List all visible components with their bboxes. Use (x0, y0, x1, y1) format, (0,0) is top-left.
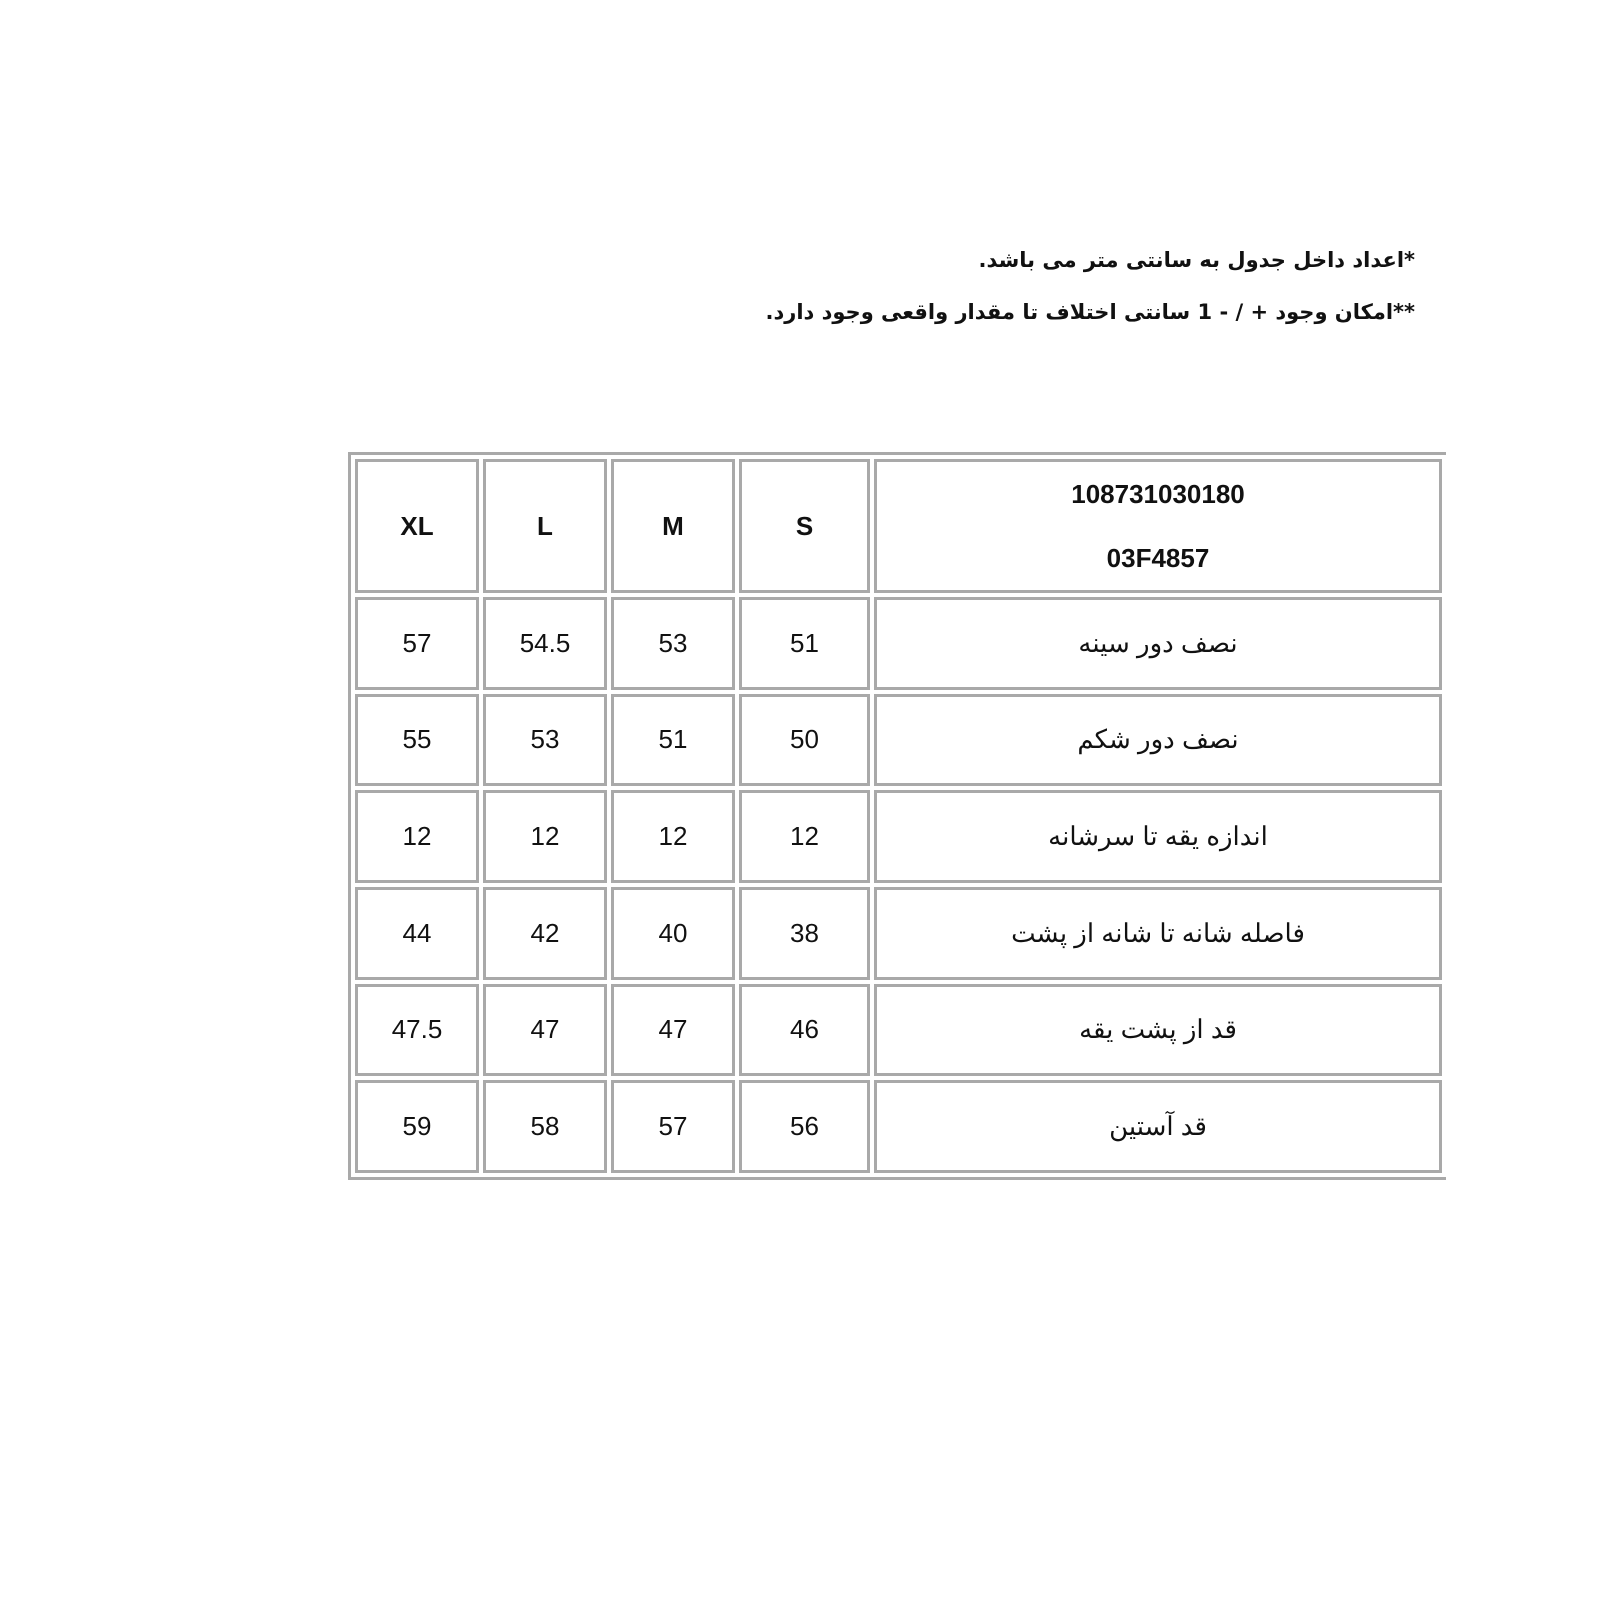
row-label: اندازه یقه تا سرشانه (874, 790, 1442, 883)
value-cell: 38 (739, 887, 870, 980)
table-row (355, 984, 1442, 1077)
value-cell: 58 (483, 1080, 607, 1173)
value-cell: 57 (355, 597, 479, 690)
value-cell: 12 (739, 790, 870, 883)
header-row (355, 459, 1442, 593)
unit-note: *اعداد داخل جدول به سانتی متر می باشد. (978, 248, 1415, 272)
row-label: نصف دور شکم (874, 694, 1442, 787)
value-cell: 47 (483, 984, 607, 1077)
size-chart-table (348, 452, 1446, 1180)
value-cell: 59 (355, 1080, 479, 1173)
value-cell: 42 (483, 887, 607, 980)
row-label: قد از پشت یقه (874, 984, 1442, 1077)
value-cell: 50 (739, 694, 870, 787)
value-cell: 55 (355, 694, 479, 787)
tolerance-note: **امکان وجود + / - 1 سانتی اختلاف تا مقدار واقعی وجود دارد. (765, 300, 1415, 324)
size-header-s: S (739, 459, 870, 593)
value-cell: 44 (355, 887, 479, 980)
size-header-l: L (483, 459, 607, 593)
table-row (355, 790, 1442, 883)
table-row (355, 694, 1442, 787)
product-header-cell (874, 459, 1442, 593)
value-cell: 53 (483, 694, 607, 787)
value-cell: 47.5 (355, 984, 479, 1077)
value-cell: 54.5 (483, 597, 607, 690)
size-header-m: M (611, 459, 735, 593)
row-label: قد آستین (874, 1080, 1442, 1173)
value-cell: 12 (483, 790, 607, 883)
size-header-xl: XL (355, 459, 479, 593)
table-row (355, 887, 1442, 980)
value-cell: 46 (739, 984, 870, 1077)
value-cell: 47 (611, 984, 735, 1077)
value-cell: 53 (611, 597, 735, 690)
value-cell: 57 (611, 1080, 735, 1173)
value-cell: 56 (739, 1080, 870, 1173)
value-cell: 51 (739, 597, 870, 690)
model-code: 03F4857 (1106, 543, 1210, 573)
product-code: 108731030180 (1071, 479, 1245, 509)
value-cell: 51 (611, 694, 735, 787)
table-row (355, 1080, 1442, 1173)
table-row (355, 597, 1442, 690)
value-cell: 12 (355, 790, 479, 883)
value-cell: 40 (611, 887, 735, 980)
row-label: فاصله شانه تا شانه از پشت (874, 887, 1442, 980)
value-cell: 12 (611, 790, 735, 883)
row-label: نصف دور سینه (874, 597, 1442, 690)
